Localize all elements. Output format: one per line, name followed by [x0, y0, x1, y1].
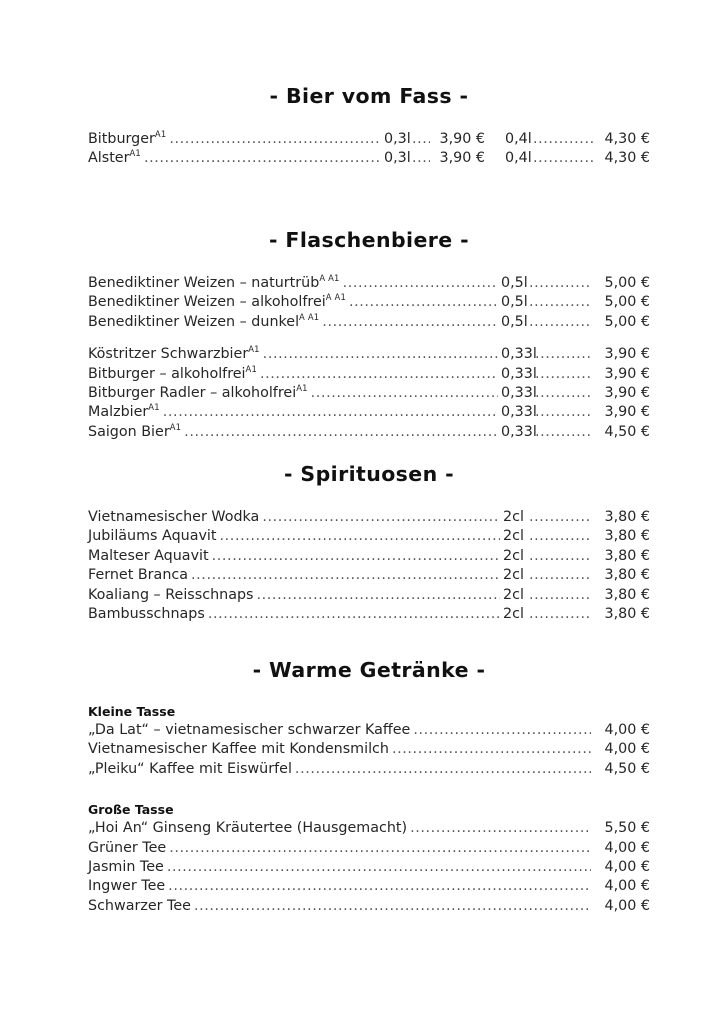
dot-leader [529, 566, 591, 585]
dot-leader [184, 423, 498, 442]
item-price: 4,50 € [604, 760, 650, 777]
item-price: 5,50 € [604, 820, 650, 837]
item-allergen-sup: A A1 [325, 292, 346, 303]
item-name: „Hoi An“ Ginseng Kräutertee (Hausgemacht) [88, 820, 408, 837]
menu-item-row [88, 313, 650, 332]
item-name: Malzbier$^{A1}$ [88, 402, 160, 421]
item-volume: 0,3l [384, 131, 411, 147]
item-name: Benediktiner Weizen – alkoholfrei$^{A A1}$ [88, 292, 346, 311]
dot-leader [167, 858, 591, 877]
item-price-group-secondary [502, 149, 650, 168]
menu-item-row [88, 365, 650, 384]
item-allergen-sup: A A1 [319, 273, 340, 284]
item-name: „Da Lat“ – vietnamesischer schwarzer Kaffee [88, 722, 411, 738]
dot-leader [535, 365, 591, 384]
section-title-spirituosen: - Spirituosen - [283, 462, 455, 486]
item-list-spirituosen [88, 508, 650, 624]
dot-leader [208, 605, 500, 624]
section-title-flaschenbiere: - Flaschenbiere - [268, 228, 470, 252]
dot-leader [194, 897, 591, 916]
dot-leader [529, 605, 591, 624]
dot-leader [529, 586, 591, 605]
dot-leader [169, 130, 381, 149]
dot-leader [349, 293, 498, 312]
dot-leader [529, 313, 591, 332]
section-bier-vom-fass [88, 84, 650, 169]
item-list-kleine-tasse [88, 721, 650, 779]
item-price: 5,00 € [604, 294, 650, 311]
dot-leader [163, 403, 498, 422]
item-price: 3,90 € [604, 365, 650, 382]
dot-leader [529, 527, 591, 546]
item-price: 5,00 € [604, 313, 650, 330]
menu-item-row [88, 760, 650, 779]
item-name: Alster$^{A1}$ [88, 148, 141, 167]
item-price: 3,90 € [439, 150, 485, 167]
item-price: 3,80 € [604, 509, 650, 525]
dot-leader [535, 423, 591, 442]
menu-item-row [88, 740, 650, 759]
menu-item-row [88, 819, 650, 838]
item-name: Bitburger$^{A1}$ [88, 129, 167, 147]
dot-leader [311, 384, 498, 403]
menu-item-row [88, 293, 650, 312]
item-volume: 2cl [503, 586, 524, 603]
menu-item-row [88, 130, 650, 149]
item-volume: 2cl [503, 509, 524, 525]
item-list-grosse-tasse [88, 819, 650, 916]
item-volume-secondary: 0,4l [505, 150, 532, 167]
item-allergen-sup: A1 [148, 402, 160, 413]
menu-item-row [88, 274, 650, 293]
dot-leader [256, 586, 500, 605]
item-name: Benediktiner Weizen – naturtrüb$^{A A1}$ [88, 273, 340, 291]
item-name: Bitburger Radler – alkoholfrei$^{A1}$ [88, 383, 308, 402]
item-price: 4,00 € [604, 741, 650, 758]
item-allergen-sup: A1 [169, 422, 182, 433]
dot-leader [529, 293, 591, 312]
item-allergen-sup: A A1 [299, 312, 320, 323]
section-warme-getraenke [88, 658, 650, 916]
item-volume: 2cl [503, 547, 524, 564]
item-volume: 2cl [503, 606, 524, 623]
item-price: 4,00 € [604, 897, 650, 914]
item-allergen-sup: A1 [129, 148, 141, 159]
item-price: 4,00 € [604, 878, 650, 895]
menu-item-row [88, 858, 650, 877]
menu-item-row [88, 586, 650, 605]
dot-leader [535, 384, 591, 403]
item-list-flaschenbiere-weizen [88, 274, 650, 332]
item-price: 3,90 € [604, 404, 650, 421]
dot-leader [529, 274, 591, 293]
dot-leader [392, 740, 591, 759]
item-price: 4,50 € [604, 423, 650, 440]
item-name: Koaliang – Reisschnaps [88, 586, 254, 603]
dot-leader [191, 566, 500, 585]
dot-leader [169, 839, 591, 858]
item-price: 4,00 € [604, 859, 650, 876]
subsection-title-grosse-tasse: Große Tasse [88, 802, 174, 818]
item-volume: 0,33l [501, 385, 537, 402]
dot-leader [263, 345, 498, 364]
item-volume: 0,33l [501, 404, 537, 421]
subsection-title-kleine-tasse: Kleine Tasse [88, 704, 176, 719]
item-name: Bambusschnaps [88, 606, 205, 623]
item-name: Malteser Aquavit [88, 547, 209, 564]
menu-item-row [88, 605, 650, 624]
item-volume: 0,33l [501, 346, 537, 363]
item-price: 3,80 € [604, 586, 650, 603]
item-name: Jasmin Tee [88, 859, 164, 876]
item-name: Vietnamesischer Wodka [88, 509, 260, 525]
item-name: Bitburger – alkoholfrei$^{A1}$ [88, 363, 257, 382]
dot-leader [529, 547, 591, 566]
menu-item-row [88, 384, 650, 403]
item-price-group-secondary [502, 130, 650, 149]
item-price: 3,90 € [604, 385, 650, 402]
dot-leader [533, 130, 595, 149]
section-flaschenbiere [88, 228, 650, 442]
dot-leader [260, 365, 498, 384]
dot-leader [412, 130, 430, 149]
menu-item-row [88, 149, 650, 168]
item-price: 4,00 € [604, 722, 650, 738]
item-allergen-sup: A1 [245, 363, 257, 374]
dot-leader [410, 819, 591, 838]
item-name: Fernet Branca [88, 567, 189, 584]
dot-leader [295, 760, 591, 779]
item-name: Benediktiner Weizen – dunkel$^{A A1}$ [88, 312, 320, 330]
item-price-secondary: 4,30 € [604, 131, 650, 147]
item-name: Schwarzer Tee [88, 897, 191, 914]
dot-leader [535, 345, 591, 364]
section-title-bier-vom-fass: - Bier vom Fass - [269, 84, 469, 108]
menu-item-row [88, 547, 650, 566]
item-allergen-sup: A1 [296, 383, 308, 394]
menu-item-row [88, 345, 650, 364]
item-volume: 0,5l [501, 275, 528, 291]
dot-leader [529, 508, 591, 527]
item-price: 4,00 € [604, 839, 650, 856]
item-price: 3,80 € [604, 606, 650, 623]
section-title-warme-getraenke: - Warme Getränke - [252, 658, 486, 682]
item-name: Jubiläums Aquavit [88, 528, 217, 545]
item-name: Saigon Bier$^{A1}$ [88, 422, 182, 440]
menu-item-row [88, 897, 650, 916]
item-name: Vietnamesischer Kaffee mit Kondensmilch [88, 741, 389, 758]
item-price: 3,80 € [604, 528, 650, 545]
menu-item-row [88, 721, 650, 740]
item-volume: 2cl [503, 567, 524, 584]
item-volume: 0,33l [501, 423, 537, 440]
dot-leader [322, 313, 498, 332]
dot-leader [168, 877, 591, 896]
item-name: „Pleiku“ Kaffee mit Eiswürfel [88, 760, 292, 777]
item-name: Grüner Tee [88, 839, 167, 856]
item-price: 3,90 € [439, 131, 485, 147]
item-price: 3,80 € [604, 567, 650, 584]
section-spirituosen [88, 462, 650, 624]
item-volume: 0,3l [384, 150, 411, 167]
item-volume: 0,5l [501, 294, 528, 311]
dot-leader [144, 149, 381, 168]
dot-leader [212, 547, 500, 566]
item-name: Ingwer Tee [88, 878, 166, 895]
dot-leader [220, 527, 500, 546]
dot-leader [262, 508, 500, 527]
item-allergen-sup: A1 [154, 129, 167, 140]
menu-item-row [88, 527, 650, 546]
dot-leader [413, 721, 591, 740]
item-allergen-sup: A1 [248, 344, 260, 355]
item-volume-secondary: 0,4l [505, 131, 532, 147]
dot-leader [535, 403, 591, 422]
item-name: Köstritzer Schwarzbier$^{A1}$ [88, 344, 260, 363]
menu-item-row [88, 839, 650, 858]
item-volume: 2cl [503, 528, 524, 545]
dot-leader [412, 149, 430, 168]
item-price: 3,90 € [604, 346, 650, 363]
item-price-secondary: 4,30 € [604, 150, 650, 167]
menu-item-row [88, 508, 650, 527]
item-price: 3,80 € [604, 547, 650, 564]
menu-item-row [88, 566, 650, 585]
item-volume: 0,33l [501, 365, 537, 382]
dot-leader [533, 149, 595, 168]
item-list-bier-vom-fass [88, 130, 650, 169]
menu-item-row [88, 423, 650, 442]
menu-item-row [88, 403, 650, 422]
dot-leader [343, 274, 498, 293]
item-list-flaschenbiere-sonstige [88, 345, 650, 442]
item-volume: 0,5l [501, 313, 528, 330]
item-price: 5,00 € [604, 275, 650, 291]
menu-item-row [88, 877, 650, 896]
